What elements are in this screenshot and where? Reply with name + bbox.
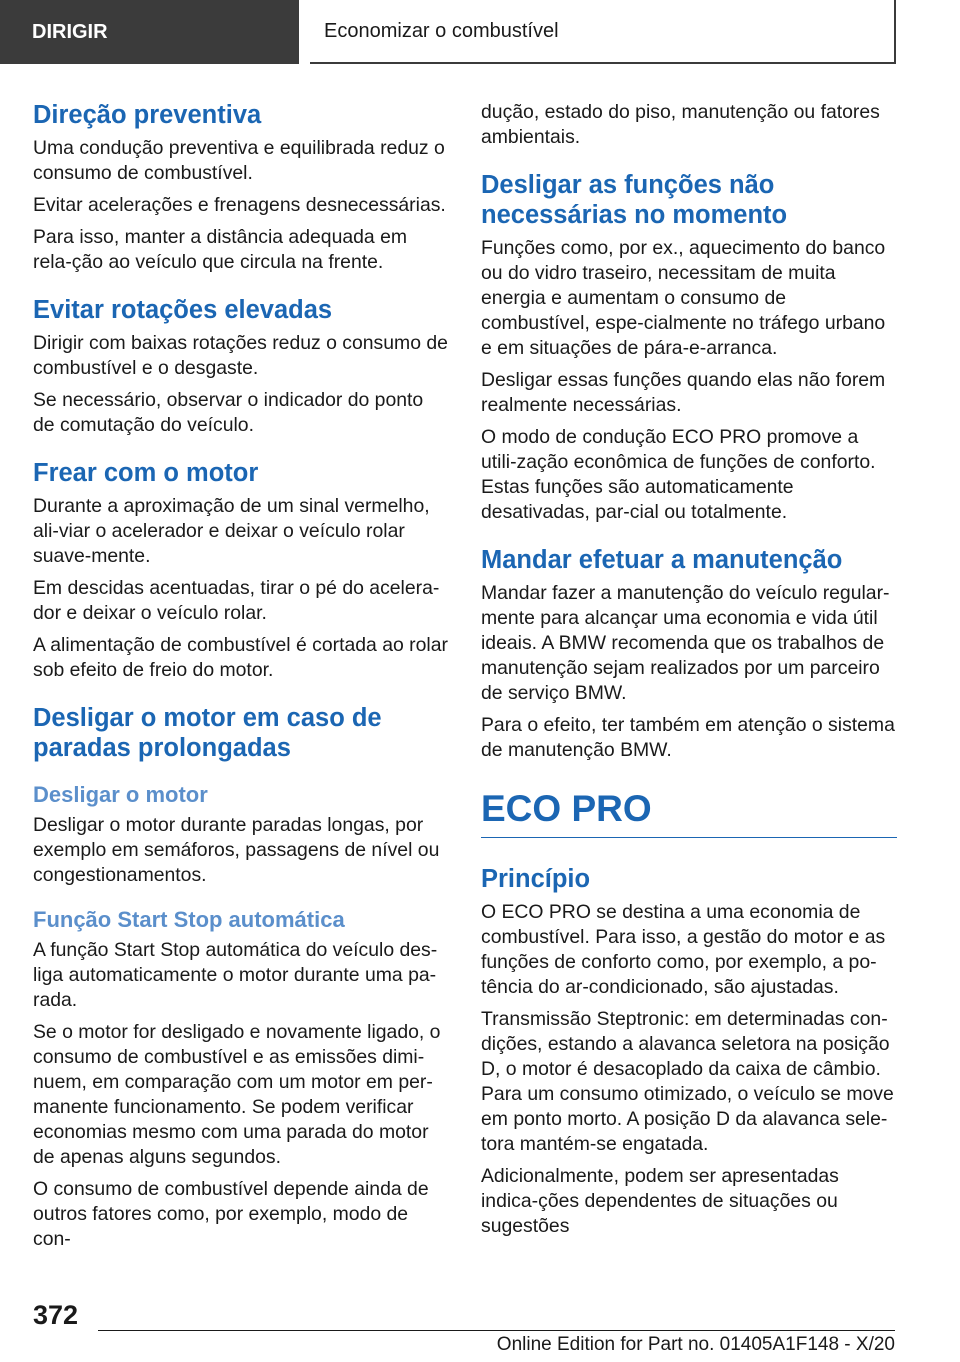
paragraph: A função Start Stop automática do veículo des‐liga automaticamente o motor durante uma pa‐rada. [33, 939, 438, 1011]
subheading-start-stop: Função Start Stop automática [33, 907, 345, 932]
paragraph: Adicionalmente, podem ser apresentadas indica‐ções dependentes de situações ou sugestões [481, 1165, 839, 1237]
paragraph: A alimentação de combustível é cortada ao rolar sob efeito de freio do motor. [33, 634, 448, 681]
heading-frear-com-motor: Frear com o motor [33, 459, 259, 487]
paragraph: Desligar essas funções quando elas não forem realmente necessárias. [481, 369, 886, 416]
paragraph: Dirigir com baixas rotações reduz o consumo de combustível e o desgaste. [33, 332, 448, 379]
header-subsection-label: Economizar o combustível [324, 19, 559, 42]
header-section-label: DIRIGIR [32, 20, 108, 43]
paragraph: Mandar fazer a manutenção do veículo regular‐mente para alcançar uma economia e vida útil ideais. A BMW recomenda que os trabalhos de manutenção sejam realizados por um parceiro de serviço BMW. [481, 582, 890, 704]
paragraph: O consumo de combustível depende ainda de outros fatores como, por exemplo, modo de con‐ [33, 1178, 429, 1250]
heading-manutencao: Mandar efetuar a manutenção [481, 546, 843, 574]
paragraph: O modo de condução ECO PRO promove a utili‐zação econômica de funções de conforto. Estas funções são automaticamente desativadas, par‐cial ou totalmente. [481, 426, 876, 523]
paragraph: Funções como, por ex., aquecimento do banco ou do vidro traseiro, necessitam de muita energia e aumentam o consumo de combustível, espe‐cialmente no tráfego urbano e em situações de pára-e-arranca. [481, 237, 886, 359]
footer-edition: Online Edition for Part no. 01405A1F148 - X/20 [496, 1334, 895, 1355]
paragraph: Se o motor for desligado e novamente ligado, o consumo de combustível e as emissões dimi‐nuem, em comparação com um motor em per‐manente funcionamento. Se podem verificar economias mesmo com uma parada do motor de apenas alguns segundos. [33, 1021, 441, 1168]
header-section [0, 0, 299, 64]
header-subsection [310, 0, 896, 64]
paragraph: Para o efeito, ter também em atenção o sistema de manutenção BMW. [481, 714, 895, 761]
heading-eco-pro: ECO PRO [481, 787, 897, 838]
paragraph: Durante a aproximação de um sinal vermelho, ali‐viar o acelerador e deixar o veículo rolar suave‐mente. [33, 495, 430, 567]
heading-principio: Princípio [481, 865, 591, 893]
heading-evitar-rotacoes: Evitar rotações elevadas [33, 296, 333, 324]
paragraph: O ECO PRO se destina a uma economia de combustível. Para isso, a gestão do motor e as funções de conforto como, por exemplo, a po‐tência do ar-condicionado, são ajustadas. [481, 901, 886, 998]
heading-desligar-funcoes: Desligar as funções não necessárias no momento [481, 171, 788, 229]
right-column [481, 100, 897, 1246]
heading-direcao-preventiva: Direção preventiva [33, 101, 262, 129]
paragraph: Evitar acelerações e frenagens desnecessárias. [33, 194, 446, 216]
page-number: 372 [33, 1300, 79, 1330]
paragraph: Para isso, manter a distância adequada em rela‐ção ao veículo que circula na frente. [33, 226, 408, 273]
paragraph: Uma condução preventiva e equilibrada reduz o consumo de combustível. [33, 137, 445, 184]
paragraph: Desligar o motor durante paradas longas, por exemplo em semáforos, passagens de nível ou congestionamentos. [33, 814, 440, 886]
paragraph: Em descidas acentuadas, tirar o pé do acelera‐dor e deixar o veículo rolar. [33, 577, 440, 624]
paragraph: Se necessário, observar o indicador do ponto de comutação do veículo. [33, 389, 424, 436]
paragraph: dução, estado do piso, manutenção ou fatores ambientais. [481, 101, 880, 148]
heading-desligar-motor-paradas: Desligar o motor em caso de paradas prolongadas [33, 704, 382, 762]
paragraph: Transmissão Steptronic: em determinadas con‐dições, estando a alavanca seletora na posição D, o motor é desacoplado da caixa de câmbio. Para um consumo otimizado, o veículo se move em ponto morto. A posição D da alavanca sele‐tora mantém-se engatada. [481, 1008, 894, 1155]
left-column [33, 100, 449, 1259]
subheading-desligar-motor: Desligar o motor [33, 782, 208, 807]
footer-divider [98, 1330, 895, 1331]
